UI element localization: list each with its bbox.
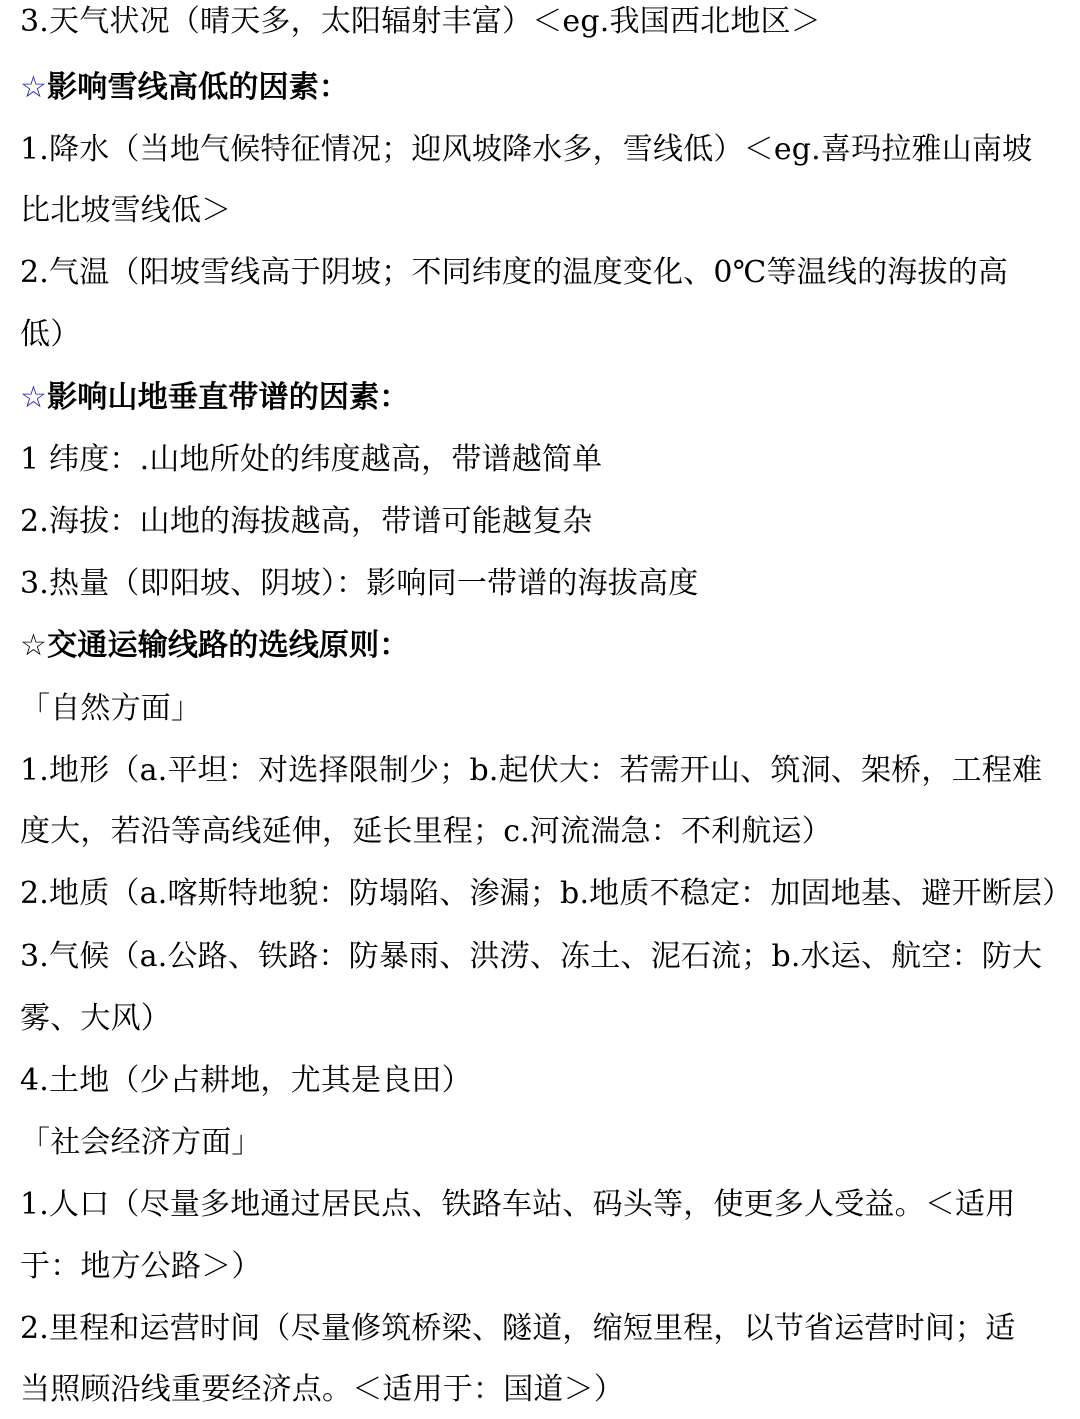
socio-mileage-line-cont (20, 1370, 1065, 1410)
line-text: 比北坡雪线低＞ (20, 193, 232, 228)
weather-condition-line (20, 2, 1065, 42)
line-text: 3.热量（即阳坡、阴坡）：影响同一带谱的海拔高度 (20, 566, 699, 601)
line-text: 1.降水（当地气候特征情况；迎风坡降水多，雪线低）＜eg.喜玛拉雅山南坡 (20, 132, 1033, 167)
socio-population-line (20, 1185, 1065, 1225)
section-heading-snowline (20, 68, 1065, 108)
line-text: 3.天气状况（晴天多，太阳辐射丰富）＜eg.我国西北地区＞ (20, 4, 821, 39)
natural-geology-line (20, 874, 1073, 914)
snowline-temperature-line (20, 253, 1065, 293)
star-icon: ☆ (20, 70, 48, 105)
line-text: 于：地方公路＞） (20, 1249, 262, 1284)
heading-text: 交通运输线路的选线原则： (47, 628, 410, 663)
snowline-temperature-line-cont (20, 315, 1065, 355)
line-text: 1.人口（尽量多地通过居民点、铁路车站、码头等，使更多人受益。＜适用 (20, 1187, 1016, 1222)
subsection-socioeconomic (20, 1123, 1065, 1163)
subsection-natural (20, 689, 1065, 729)
line-text: 1 纬度：.山地所处的纬度越高，带谱越简单 (20, 442, 603, 477)
section-heading-vertical-zonation (20, 378, 1065, 418)
natural-climate-line-cont (20, 999, 1065, 1039)
line-text: 当照顾沿线重要经济点。＜适用于：国道＞） (20, 1372, 624, 1407)
line-text: 2.海拔：山地的海拔越高，带谱可能越复杂 (20, 504, 593, 539)
zonation-heat-line (20, 564, 1065, 604)
snowline-precipitation-line-cont (20, 191, 1065, 231)
star-icon: ☆ (20, 628, 48, 663)
line-text: 「社会经济方面」 (20, 1125, 262, 1160)
line-text: 2.里程和运营时间（尽量修筑桥梁、隧道，缩短里程，以节省运营时间；适 (20, 1311, 1016, 1346)
line-text: 4.土地（少占耕地，尤其是良田） (20, 1063, 472, 1098)
natural-terrain-line (20, 751, 1065, 791)
socio-population-line-cont (20, 1247, 1065, 1287)
zonation-altitude-line (20, 502, 1065, 542)
line-text: 「自然方面」 (20, 691, 202, 726)
line-text: 1.地形（a.平坦：对选择限制少；b.起伏大：若需开山、筑洞、架桥，工程难 (20, 753, 1043, 788)
natural-climate-line (20, 937, 1065, 977)
line-text: 2.气温（阳坡雪线高于阴坡；不同纬度的温度变化、0℃等温线的海拔的高 (20, 255, 1009, 290)
line-text: 度大，若沿等高线延伸，延长里程；c.河流湍急：不利航运） (20, 814, 832, 849)
heading-text: 影响山地垂直带谱的因素： (47, 380, 410, 415)
section-heading-transport-route (20, 626, 1065, 666)
snowline-precipitation-line (20, 130, 1065, 170)
natural-land-line (20, 1061, 1065, 1101)
line-text: 3.气候（a.公路、铁路：防暴雨、洪涝、冻土、泥石流；b.水运、航空：防大 (20, 939, 1043, 974)
socio-mileage-line (20, 1309, 1065, 1349)
zonation-latitude-line (20, 440, 1065, 480)
line-text: 低） (20, 317, 81, 352)
natural-terrain-line-cont (20, 812, 1065, 852)
line-text: 雾、大风） (20, 1001, 171, 1036)
line-text: 2.地质（a.喀斯特地貌：防塌陷、渗漏；b.地质不稳定：加固地基、避开断层） (20, 876, 1073, 911)
star-icon: ☆ (20, 380, 48, 415)
heading-text: 影响雪线高低的因素： (47, 70, 350, 105)
